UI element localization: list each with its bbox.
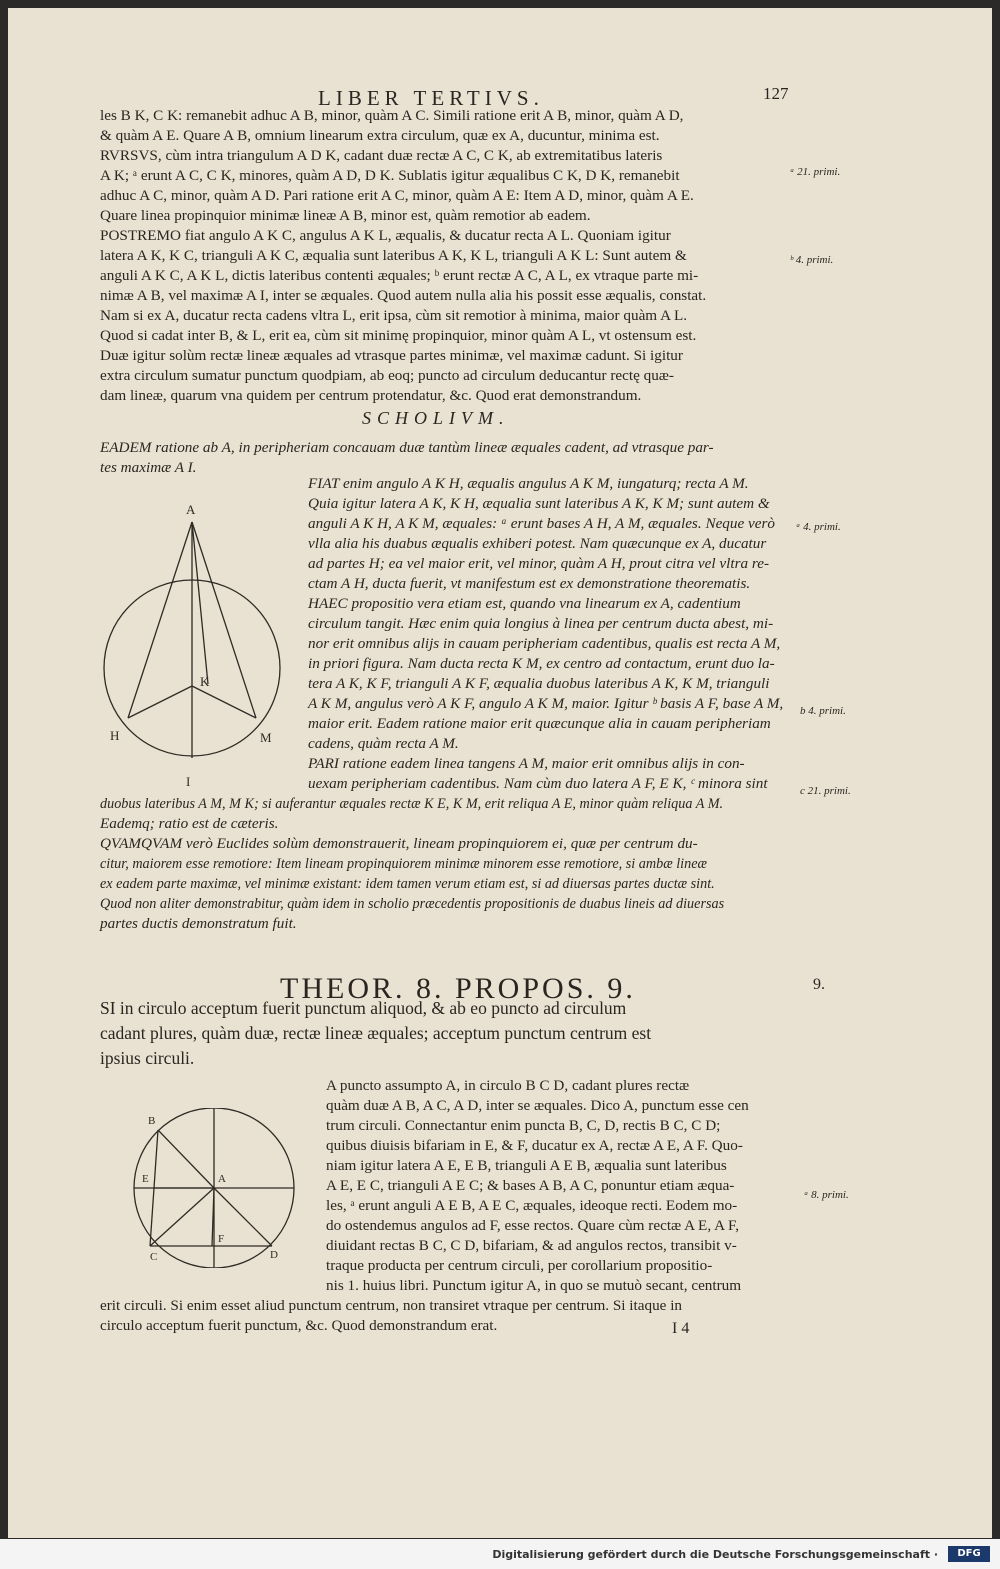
- text-line: do ostendemus angulos ad F, esse rectos. Quare cùm rectæ A E, A F,: [326, 1217, 740, 1234]
- text-line: A K; ᵃ erunt A C, C K, minores, quàm A D, D K. Sublatis igitur æqualibus C K, D K, remanebit: [100, 167, 680, 184]
- text-line: circulo acceptum fuerit punctum, &c. Quod demonstrandum erat.: [100, 1317, 498, 1334]
- text-line: anguli A K C, A K L, dictis lateribus contenti æquales; ᵇ erunt rectæ A C, A L, ex vtraque parte mi-: [100, 267, 699, 284]
- text-line: PARI ratione eadem linea tangens A M, maior erit omnibus alijs in con-: [308, 755, 745, 772]
- line-mk: [192, 686, 256, 718]
- text-line: in priori figura. Nam ducta recta K M, ex centro ad contactum, erunt duo la-: [308, 655, 775, 672]
- text-line: FIAT enim angulo A K H, æqualis angulus A K M, iungaturq; recta A M.: [308, 475, 749, 492]
- figure-circle-center: [112, 1108, 312, 1268]
- text-line: traque producta per centrum circuli, per corollarium propositio-: [326, 1257, 713, 1274]
- page-number: 127: [763, 84, 789, 103]
- text-line: Quare linea propinquior minimæ lineæ A B, minor est, quàm remotior ab eadem.: [100, 207, 591, 224]
- theorem-right-column: [326, 1076, 806, 1296]
- text-line: niam igitur latera A E, E B, trianguli A E B, æqualia sunt lateribus: [326, 1157, 727, 1174]
- text-line: trum circuli. Connectantur enim puncta B, C, D, rectis B C, C D;: [326, 1117, 721, 1134]
- text-line: quibus diuisis bifariam in E, & F, ducatur ex A, rectæ A E, A F. Quo-: [326, 1137, 743, 1154]
- text-line: A puncto assumpto A, in circulo B C D, cadant plures rectæ: [326, 1077, 690, 1094]
- text-line: ipsius circuli.: [100, 1048, 195, 1068]
- line-hk: [128, 686, 192, 718]
- text-line: quàm duæ A B, A C, A D, inter se æquales. Dico A, punctum esse cen: [326, 1097, 749, 1114]
- margin-note: ᵃ 8. primi.: [804, 1189, 849, 1201]
- funding-credit: Digitalisierung gefördert durch die Deutsche Forschungsgemeinschaft ·: [492, 1548, 938, 1561]
- text-line: diuidant rectas B C, C D, bifariam, & ad angulos rectos, transibit v-: [326, 1237, 737, 1254]
- label-d: D: [270, 1249, 278, 1261]
- footer-strip: [0, 1539, 1000, 1569]
- label-m: M: [260, 730, 272, 745]
- text-line: ctam A H, ducta fuerit, vt manifestum est ex demonstratione theorematis.: [308, 575, 751, 592]
- text-line: RVRSVS, cùm intra triangulum A D K, cadant duæ rectæ A C, C K, ab extremitatibus lateris: [100, 147, 663, 164]
- scholium-full-width: [100, 794, 820, 934]
- running-title: LIBER TERTIVS.: [318, 86, 544, 110]
- text-line: vlla alia his duabus æqualis exhiberi potest. Nam quæcunque ex A, ducatur: [308, 535, 767, 552]
- text-line: QVAMQVAM verò Euclides solùm demonstrauerit, lineam propinquiorem ei, quæ per centrum du-: [100, 835, 698, 852]
- text-line: partes ductis demonstratum fuit.: [100, 915, 297, 932]
- text-line: Quod non aliter demonstrabitur, quàm idem in scholio præcedentis propositionis de duabus lineis ad diuersas: [100, 896, 725, 912]
- text-line: POSTREMO fiat angulo A K C, angulus A K L, æqualis, & ducatur recta A L. Quoniam igitur: [100, 227, 671, 244]
- label-c: C: [150, 1251, 158, 1263]
- text-line: anguli A K H, A K M, æquales: ᵃ erunt bases A H, A M, æquales. Neque verò: [308, 515, 776, 532]
- label-i: I: [186, 774, 191, 786]
- text-line: Duæ igitur solùm rectæ lineæ æquales ad vtrasque partes minimæ, vel maximæ cadunt. Si igitur: [100, 347, 683, 364]
- line-ab: [158, 1130, 214, 1188]
- margin-note: ᵇ 4. primi.: [790, 254, 834, 266]
- theorem-enunciation: [100, 996, 805, 1071]
- text-line: EADEM ratione ab A, in peripheriam concauam duæ tantùm lineæ æquales cadent, ad vtrasque par-: [100, 439, 714, 456]
- theorem-conclusion: [100, 1296, 805, 1336]
- text-line: duobus lateribus A M, M K; si auferantur æquales rectæ K E, K M, erit reliqua A E, minor quàm reliqua A M.: [100, 796, 724, 812]
- text-line: HAEC propositio vera etiam est, quando vna linearum ex A, cadentium: [308, 595, 741, 612]
- scholium-right-column: [308, 474, 808, 794]
- text-line: citur, maiorem esse remotiore: Item lineam propinquiorem minimæ minorem esse remotiore, si ambæ lineæ: [100, 856, 707, 872]
- label-k: K: [200, 674, 210, 689]
- text-line: nis 1. huius libri. Punctum igitur A, in quo se mutuò secant, centrum: [326, 1277, 742, 1294]
- book-page: [8, 8, 992, 1538]
- text-line: nor erit omnibus alijs in cauam peripheriam cadentibus, qualis est recta A M,: [308, 635, 781, 652]
- text-line: ad partes H; ea vel maior erit, vel minor, quàm A H, prout citra vel vltra re-: [308, 555, 770, 572]
- text-line: tera A K, K F, trianguli A K F, æqualia duobus lateribus A K, K M, trianguli: [308, 675, 770, 692]
- label-h: H: [110, 728, 120, 743]
- label-a: A: [218, 1173, 226, 1185]
- line-ah: [128, 522, 192, 718]
- text-line: latera A K, K C, trianguli A K C, æqualia sunt lateribus A K, K L, trianguli A K L: Sunt autem &: [100, 247, 687, 264]
- text-line: Nam si ex A, ducatur recta cadens vltra L, erit ipsa, cùm sit remotior à minima, maior quàm A L.: [100, 307, 688, 324]
- margin-note: ᵃ 21. primi.: [790, 166, 841, 178]
- figure-circle-tangent: [100, 496, 300, 786]
- text-line: A E, E C, trianguli A E C; & bases A B, A C, ponuntur etiam æqua-: [326, 1177, 735, 1194]
- text-line: les, ᵃ erunt anguli A E B, A E C, æquales, ideoque recti. Eodem mo-: [326, 1197, 738, 1214]
- label-f: F: [218, 1233, 225, 1245]
- text-line: Quia igitur latera A K, K H, æqualia sunt lateribus A K, K M; sunt autem &: [308, 495, 770, 512]
- text-line: ex eadem parte maximæ, vel minimæ existant: idem tamen verum etiam est, si ad diuersas partes ductæ sint.: [100, 876, 715, 892]
- dfg-logo: DFG: [948, 1546, 990, 1562]
- label-b: B: [148, 1115, 156, 1127]
- scholium-intro: [100, 438, 790, 478]
- text-line: uexam peripheriam cadentibus. Nam cùm duo latera A F, E K, ᶜ minora sint: [308, 775, 768, 792]
- text-line: extra circulum sumatur punctum quodpiam, ab eoq; puncto ad circulum deducantur rectę quæ-: [100, 367, 674, 384]
- theorem-title: THEOR. 8. PROPOS. 9.: [280, 972, 636, 1005]
- text-line: Eademq; ratio est de cæteris.: [100, 815, 279, 832]
- text-line: maior erit. Eadem ratione maior erit quæcunque alia in cauam peripheriam: [308, 715, 771, 732]
- signature-mark: I 4: [672, 1320, 690, 1337]
- text-line: cadens, quàm recta A M.: [308, 735, 459, 752]
- margin-proposition-number: 9.: [813, 976, 825, 993]
- label-a: A: [186, 502, 196, 517]
- text-line: erit circuli. Si enim esset aliud punctum centrum, non transiret vtraque per centrum. Si itaque in: [100, 1297, 683, 1314]
- text-line: dam lineæ, quarum vna quidem per centrum protendatur, &c. Quod erat demonstrandum.: [100, 387, 642, 404]
- text-line: & quàm A E. Quare A B, omnium linearum extra circulum, quæ ex A, ducuntur, minima est.: [100, 127, 660, 144]
- body-section-1: [100, 106, 800, 406]
- text-line: adhuc A C, minor, quàm A D. Pari ratione erit A C, minor, quàm A E: Item A D, minor, quàm A E.: [100, 187, 694, 204]
- margin-note: b 4. primi.: [800, 705, 846, 717]
- text-line: nimæ A B, vel maximæ A I, inter se æquales. Quod autem nulla alia his possit esse æqualis, constat.: [100, 287, 707, 304]
- scholium-heading: SCHOLIVM.: [362, 408, 510, 428]
- line-ac: [150, 1188, 214, 1246]
- text-line: tes maximæ A I.: [100, 459, 197, 476]
- margin-note: c 21. primi.: [800, 785, 851, 797]
- label-e: E: [142, 1173, 149, 1185]
- text-line: A K M, angulus verò A K F, angulo A K M, maior. Igitur ᵇ basis A F, base A M,: [308, 695, 784, 712]
- text-line: Quod si cadat inter B, & L, erit ea, cùm sit minimę propinquior, minor quàm A L, vt ostensum est.: [100, 327, 697, 344]
- text-line: les B K, C K: remanebit adhuc A B, minor, quàm A C. Simili ratione erit A B, minor, quàm A D,: [100, 107, 684, 124]
- text-line: cadant plures, quàm duæ, rectæ lineæ æquales; acceptum punctum centrum est: [100, 1023, 652, 1043]
- text-line: circulum tangit. Hæc enim quia longius à linea per centrum ducta abest, mi-: [308, 615, 774, 632]
- margin-note: ᵃ 4. primi.: [796, 521, 841, 533]
- text-line: SI in circulo acceptum fuerit punctum aliquod, & ab eo puncto ad circulum: [100, 998, 627, 1018]
